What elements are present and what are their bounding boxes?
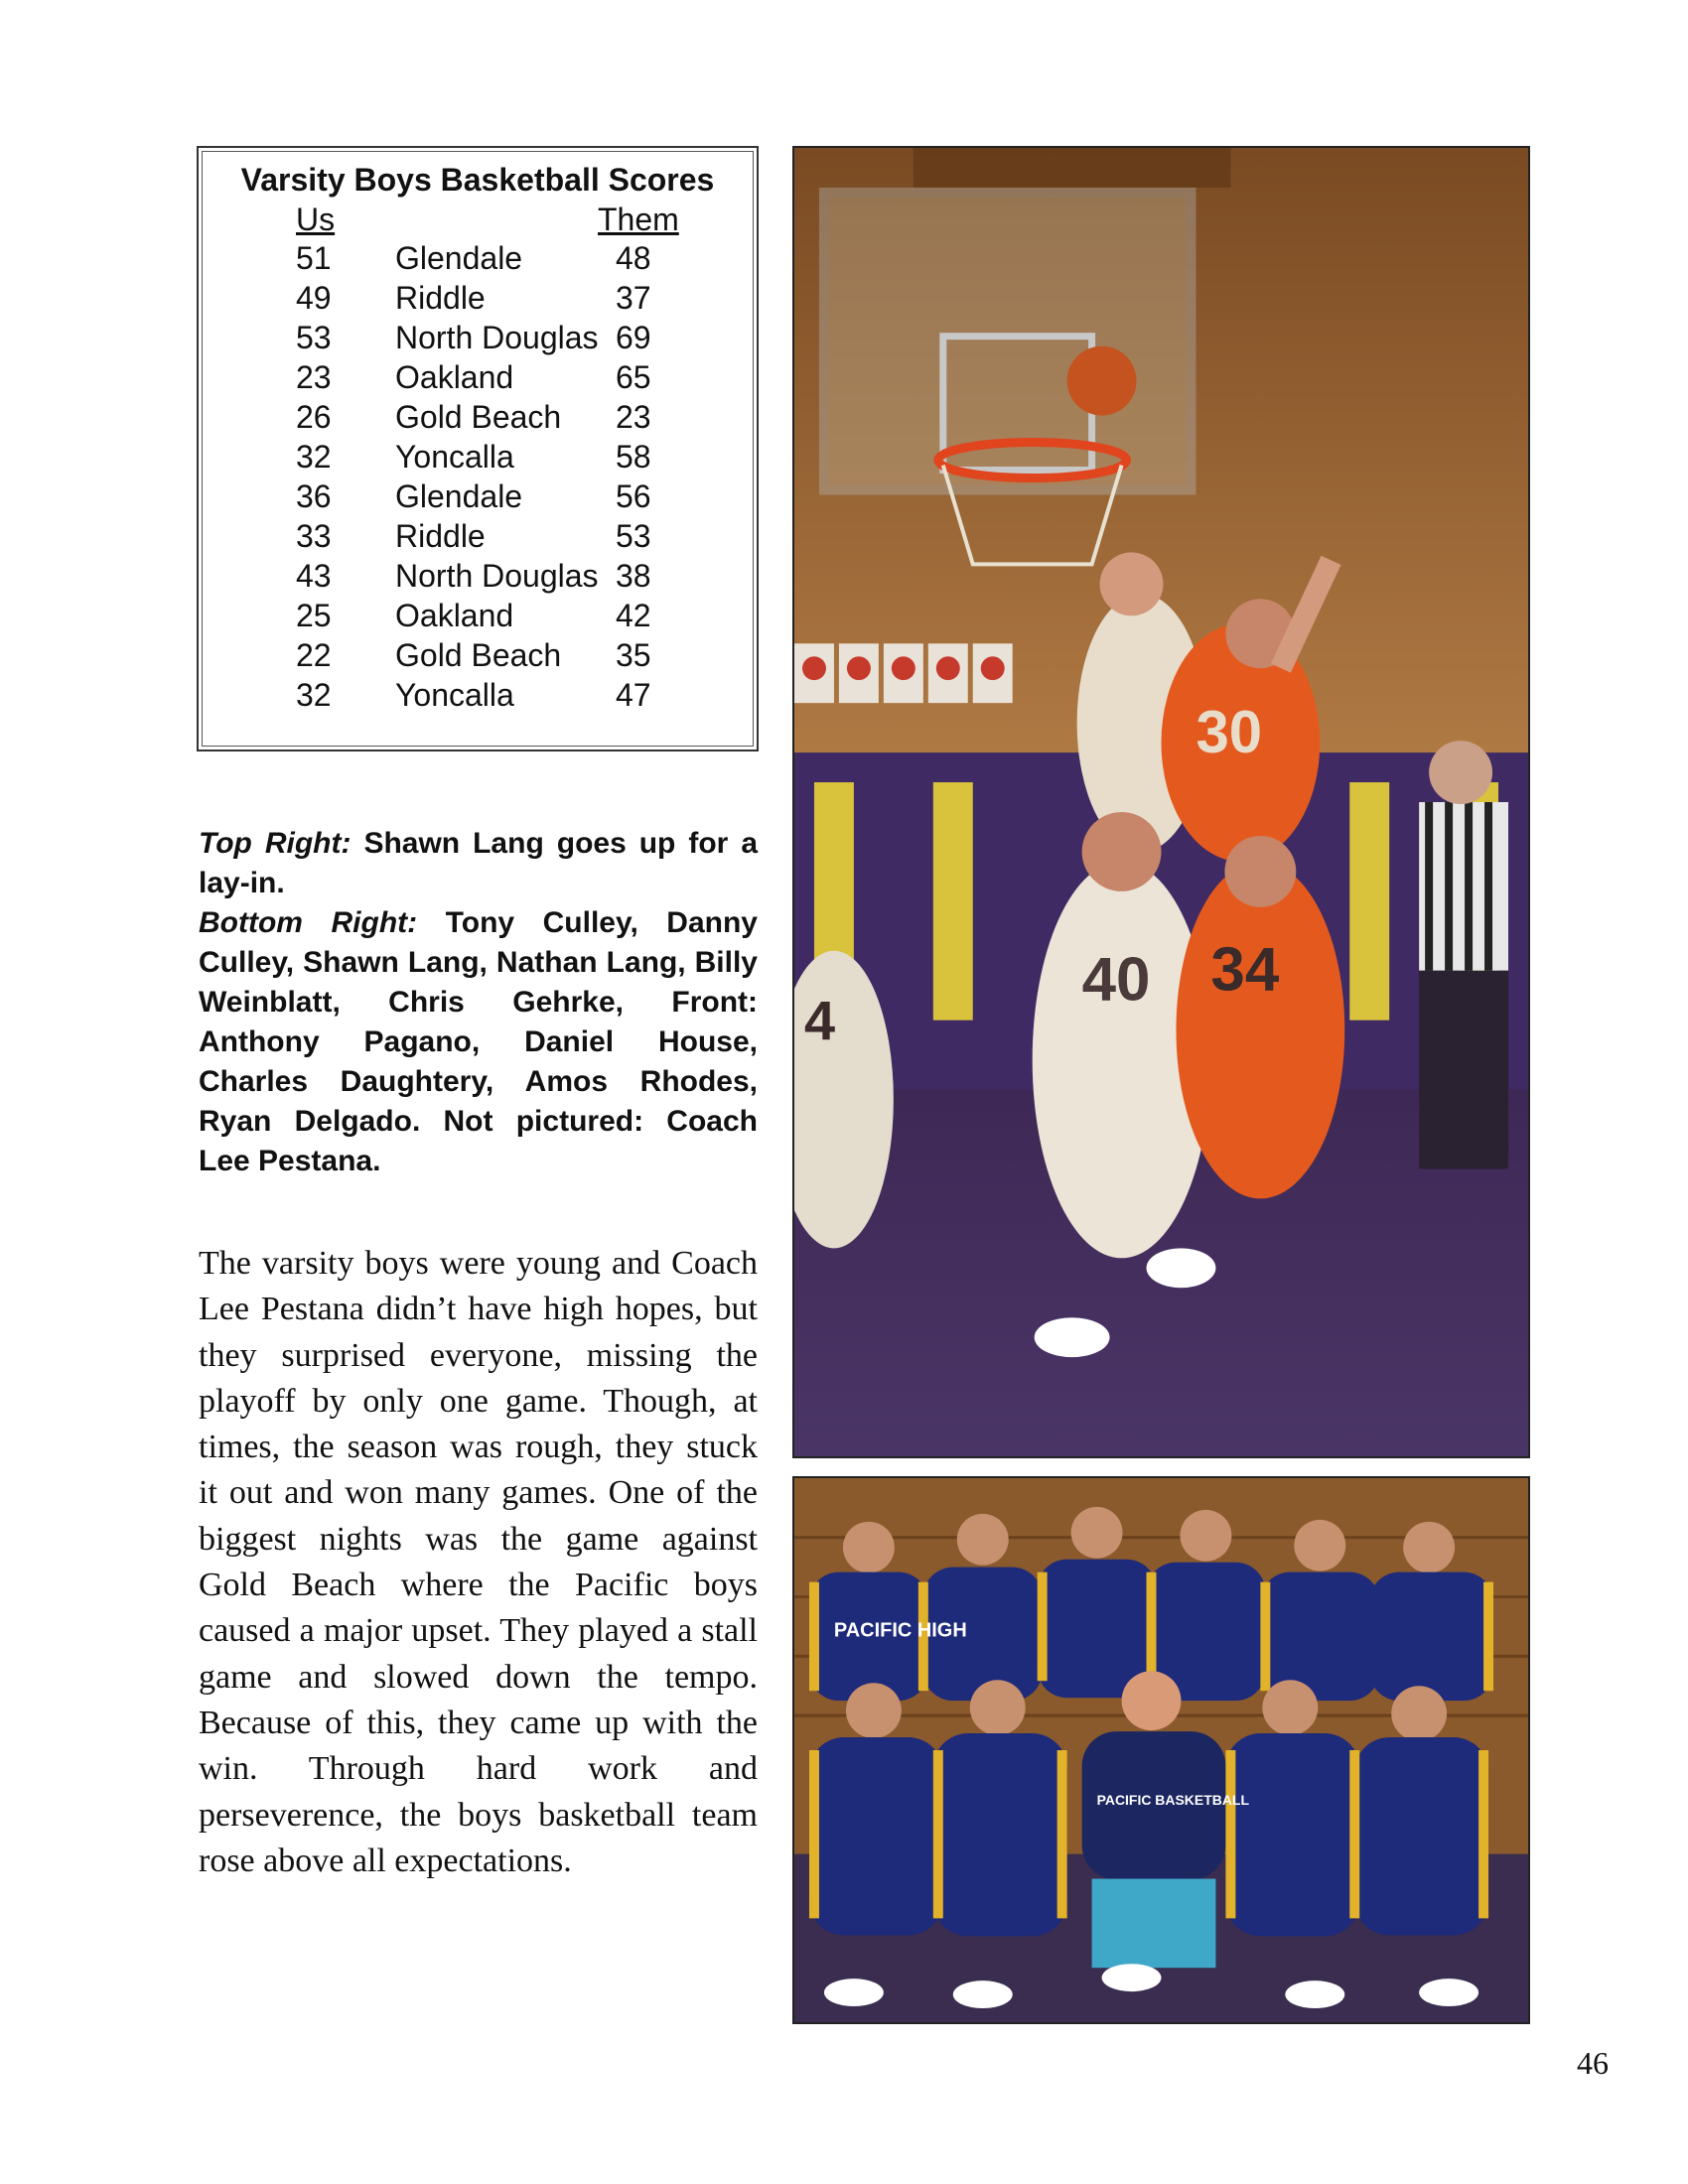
photo-captions (199, 824, 758, 1181)
score-us: 43 (296, 558, 332, 594)
score-us: 22 (296, 637, 332, 673)
hoodie-lettering: PACIFIC BASKETBALL (1096, 1791, 1249, 1808)
score-them: 37 (616, 280, 651, 316)
score-them: 42 (616, 598, 651, 633)
opponent-name: Oakland (395, 598, 514, 633)
opponent-name: Yoncalla (395, 677, 514, 713)
score-us: 49 (296, 280, 332, 316)
score-row (199, 598, 757, 637)
score-them: 23 (616, 399, 651, 435)
score-us: 51 (296, 240, 332, 276)
score-them: 65 (616, 359, 651, 395)
caption-top-lead: Top Right: (199, 827, 352, 860)
score-them: 56 (616, 478, 651, 514)
score-row (199, 518, 757, 558)
score-them: 38 (616, 558, 651, 594)
caption-top-text: Shawn Lang goes up for a lay-in. (199, 827, 759, 899)
opponent-name: Riddle (395, 280, 486, 316)
score-row (199, 399, 757, 439)
score-them: 35 (616, 637, 651, 673)
opponent-name: Gold Beach (395, 399, 562, 435)
scores-title: Varsity Boys Basketball Scores (240, 162, 715, 198)
team-jersey-lettering: PACIFIC HIGH (833, 1619, 967, 1642)
opponent-name: Glendale (395, 240, 523, 276)
team-photo-drawing (794, 1478, 1528, 2022)
opponent-name: Yoncalla (395, 439, 514, 475)
caption-bottom-text: Tony Culley, Danny Culley, Shawn Lang, Nathan Lang, Billy Weinblatt, Chris Gehrke, Front: Anthony Pagano, Daniel House, Charles Daughtery, Amos Rhodes, Ryan Delgado. Not pictured: Coach Lee Pestana. (199, 906, 758, 1177)
team-photo (792, 1476, 1530, 2024)
opponent-name: Glendale (395, 478, 523, 514)
page-number: 46 (1577, 2045, 1609, 2081)
jersey-number-40: 40 (1081, 945, 1151, 1015)
opponent-name: Riddle (395, 518, 486, 554)
score-row (199, 320, 757, 359)
score-row (199, 478, 757, 518)
opponent-name: Oakland (395, 359, 514, 395)
caption-bottom-lead: Bottom Right: (199, 906, 418, 939)
opponent-name: Gold Beach (395, 637, 562, 673)
score-us: 26 (296, 399, 332, 435)
opponent-name: North Douglas (395, 320, 599, 355)
score-us: 25 (296, 598, 332, 633)
scores-box (197, 146, 759, 751)
score-them: 69 (616, 320, 651, 355)
score-row (199, 359, 757, 399)
score-us: 32 (296, 677, 332, 713)
scores-list (199, 240, 757, 717)
jersey-number-30: 30 (1196, 699, 1263, 766)
score-row (199, 558, 757, 598)
score-them: 53 (616, 518, 651, 554)
score-us: 33 (296, 518, 332, 554)
score-row (199, 280, 757, 320)
layup-photo-drawing (794, 148, 1528, 1456)
score-row (199, 677, 757, 717)
score-row (199, 240, 757, 280)
score-row (199, 637, 757, 677)
score-them: 58 (616, 439, 651, 475)
score-us: 23 (296, 359, 332, 395)
article-body: The varsity boys were young and Coach Lee Pestana didn’t have high hopes, but they surprised everyone, missing the playoff by only one game. Though, at times, the season was rough, they stuck it out and won many games. One of the biggest nights was the game against Gold Beach where the Pacific boys caused a major upset. They played a stall game and slowed down the tempo. Because of this, they came up with the win. Through hard work and perseverence, the boys basketball team rose above all expectations. (199, 1245, 758, 1879)
score-us: 32 (296, 439, 332, 475)
opponent-name: North Douglas (395, 558, 599, 594)
jersey-number-4: 4 (803, 989, 836, 1052)
column-header-us: Us (296, 202, 336, 237)
column-header-them: Them (598, 202, 679, 237)
score-them: 47 (616, 677, 651, 713)
layup-action-photo (792, 146, 1530, 1458)
score-them: 48 (616, 240, 651, 276)
score-us: 36 (296, 478, 332, 514)
score-us: 53 (296, 320, 332, 355)
jersey-number-34: 34 (1210, 935, 1280, 1005)
score-row (199, 439, 757, 478)
